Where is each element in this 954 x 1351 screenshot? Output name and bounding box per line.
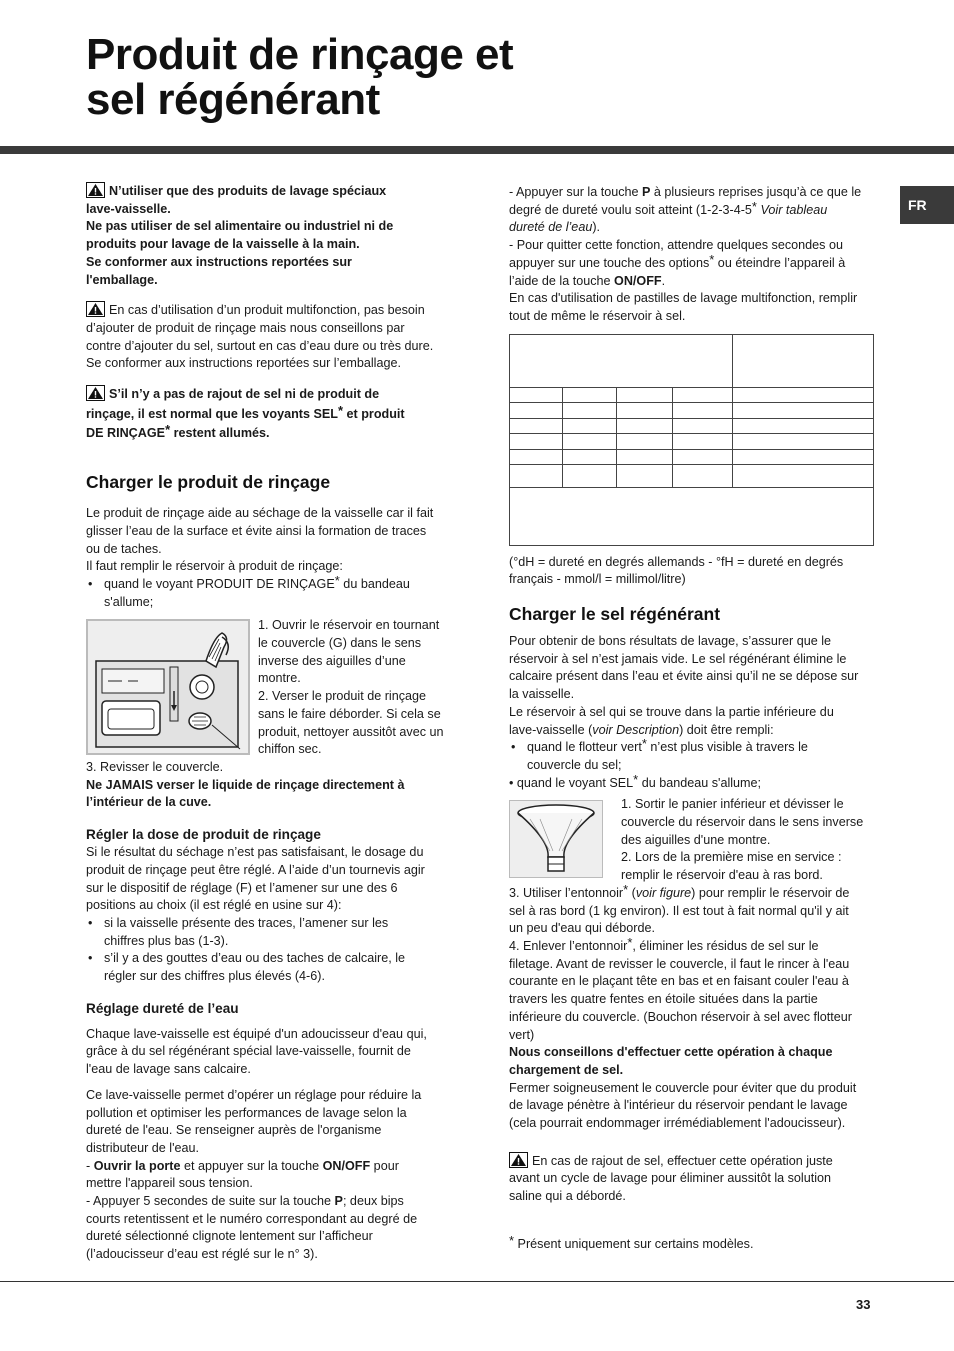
list-item: • quand le flotteur vert* n’est plus visible à travers le [509, 739, 887, 757]
warning-icon [86, 301, 105, 317]
table-row [510, 387, 873, 388]
table-row [510, 402, 873, 403]
section-heading-rinse: Charger le produit de rinçage [86, 472, 331, 493]
table-row [510, 449, 873, 450]
table-row [510, 433, 873, 434]
footnote: * Présent uniquement sur certains modèles. [509, 1232, 754, 1251]
section-heading-salt: Charger le sel régénérant [509, 604, 721, 625]
page-title: Produit de rinçage et sel régénérant [86, 30, 514, 124]
warning-icon [509, 1152, 528, 1168]
language-tab: FR [900, 186, 954, 224]
table-row [510, 418, 873, 419]
left-column: N’utiliser que des produits de lavage spéciaux lave-vaisselle. Ne pas utiliser de sel alimentaire ou industriel ni de produits pour lavage de la vaisselle à la main. Se conformer aux instructions reportées sur l'emballage. En cas d’utilisation d’un produit multifonction, pas besoin d’ajouter de produit de rinçage mais nous conseillons par contre d’ajouter du sel, surtout en cas d’eau dure ou très dure. Se conformer aux instructions reportées sur l’emballage. S’il n’y a pas de rajout de sel ni de produit de rinçage, il est normal que les voyants SEL* et produit DE RINÇAGE* restent allumés. Charger le produit de rinçage Le produit de rinçage aide au séchage de la vaisselle car il fait glisser l’eau de la surface et évite ainsi la formation de traces ou de taches. Il faut remplir le réservoir à produit de rinçage: • quand le voyant PRODUIT DE RINÇAGE* du bandeau s'allume; 1. Ouvrir le réservoir en tournant le couvercle (G) dans le sens inverse des aiguilles d’une montre. 2. Verser le produit de rinçage sans le faire déborder. Si cela se produit, nettoyer aussitôt avec un chiffon sec. 3. Revisser le couvercle. Ne JAMAIS verser le liquide de rinçage directement à l’intérieur de la cuve. Régler la dose de produit de rinçage Si le résultat du séchage n’est pas satisfaisant, le dosage du produit de rinçage peut être réglé. A l’aide d’un tournevis agir sur le dispositif de réglage (F) et l’amener sur une des 6 positions au choix (il est réglé en usine sur 4): • si la vaisselle présente des traces, l’amener sur les chiffres plus bas (1-3). • s’il y a des gouttes d’eau ou des taches de calcaire, le régler sur des chiffres plus élevés (4-6). Réglage dureté de l’eau Chaque lave-vaisselle est équipé d'un adoucisseur d'eau qui, grâce à du sel régénérant spécial lave-vaisselle, fournit de l'eau de lavage sans calcaire. Ce lave-vaisselle permet d’opérer un réglage pour réduire la pollution et optimiser les performances de lavage selon la dureté de l'eau. Se renseigner auprès de l'organisme distributeur de l'eau. - Ouvrir la porte et appuyer sur la touche ON/OFF pour mettre l'appareil sous tension. - Appuyer 5 secondes de suite sur la touche P; deux bips courts retentissent et le numéro correspondant au degré de dureté sélectionné clignote lentement sur l’afficheur (l’adoucisseur d’eau est réglé sur le n° 3). [86, 182, 464, 1264]
warning-block-3: S’il n’y a pas de rajout de sel ni de produit de rinçage, il est normal que les voyants SEL* et produit DE RINÇAGE* restent allumés. [86, 387, 405, 441]
footer-rule [0, 1281, 954, 1282]
salt-funnel-illustration [509, 800, 603, 878]
warning-block-salt: En cas de rajout de sel, effectuer cette opération juste avant un cycle de lavage pour éliminer aussitôt la solution saline qui a débordé. [509, 1153, 833, 1204]
water-hardness-table [509, 334, 874, 546]
section-heading-dose: Régler la dose de produit de rinçage [86, 827, 321, 843]
page-number: 33 [856, 1297, 871, 1312]
list-item: • quand le voyant PRODUIT DE RINÇAGE* du bandeau [86, 576, 464, 594]
warning-icon [86, 182, 105, 198]
warning-block-1: N’utiliser que des produits de lavage spéciaux lave-vaisselle. Ne pas utiliser de sel alimentaire ou industriel ni de produits pour lavage de la vaisselle à la main. Se conformer aux instructions reportées sur l'emballage. [86, 184, 394, 287]
warning-block-2: En cas d’utilisation d’un produit multifonction, pas besoin d’ajouter de produit de rinçage mais nous conseillons par contre d’ajouter du sel, surtout en cas d’eau dure ou très dure. Se conformer aux instructions reportées sur l’emballage. [86, 303, 434, 371]
header-rule [0, 146, 954, 154]
list-item: • si la vaisselle présente des traces, l’amener sur les [86, 915, 464, 933]
warning-icon [86, 385, 105, 401]
table-row [510, 487, 873, 488]
section-heading-hardness: Réglage dureté de l’eau [86, 1000, 239, 1016]
rinse-aid-dispenser-illustration [86, 619, 250, 755]
list-item: • s’il y a des gouttes d’eau ou des taches de calcaire, le [86, 950, 464, 968]
table-row [510, 464, 873, 465]
right-column: - Appuyer sur la touche P à plusieurs reprises jusqu’à ce que le degré de dureté voulu soit atteint (1-2-3-4-5* Voir tableau dureté de l’eau). - Pour quitter cette fonction, attendre quelques secondes ou appuyer sur une touche des options* ou éteindre l’appareil à l’aide de la touche ON/OFF. En cas d'utilisation de pastilles de lavage multifonction, remplir tout de même le réservoir à sel. (°dH = dureté en degrés allemands - °fH = dureté en degrés français - mmol/l = millimol/litre) Charger le sel régénérant Pour obtenir de bons résultats de lavage, s’assurer que le réservoir à sel n’est jamais vide. Le sel régénérant élimine le calcaire présent dans l’eau et évite ainsi qu’il ne se dépose sur la vaisselle. Le réservoir à sel qui se trouve dans la partie inférieure du lave-vaisselle (voir Description) doit être rempli: • quand le flotteur vert* n’est plus visible à travers le couvercle du sel; • quand le voyant SEL* du bandeau s'allume; 1. Sortir le panier inférieur et dévisser le couvercle du réservoir dans le sens inverse des aiguilles d'une montre. 2. Lors de la première mise en service : remplir le réservoir d'eau à ras bord. 3. Utiliser l’entonnoir* (voir figure) pour remplir le réservoir de sel à ras bord (1 kg environ). Il est tout à fait normal qu'il y ait un peu d'eau qui déborde. 4. Enlever l’entonnoir*, éliminer les résidus de sel sur le filetage. Avant de revisser le couvercle, il faut le rincer à l'eau courante en le plaçant tête en bas et en faisant couler l'eau à travers les quatre fentes en étoile situées dans la partie inférieure du couvercle. (Bouchon réservoir à sel avec flotteur vert) Nous conseillons d'effectuer cette opération à chaque chargement de sel. Fermer soigneusement le couvercle pour éviter que du produit de lavage pénètre à l'intérieur du réservoir pendant le lavage (cela pourrait endommager irrémédiablement l'adoucisseur). En cas de rajout de sel, effectuer cette opération juste avant un cycle de lavage pour éliminer aussitôt la solution saline qui a débordé. * Présent uniquement sur certains modèles. [509, 184, 887, 1254]
